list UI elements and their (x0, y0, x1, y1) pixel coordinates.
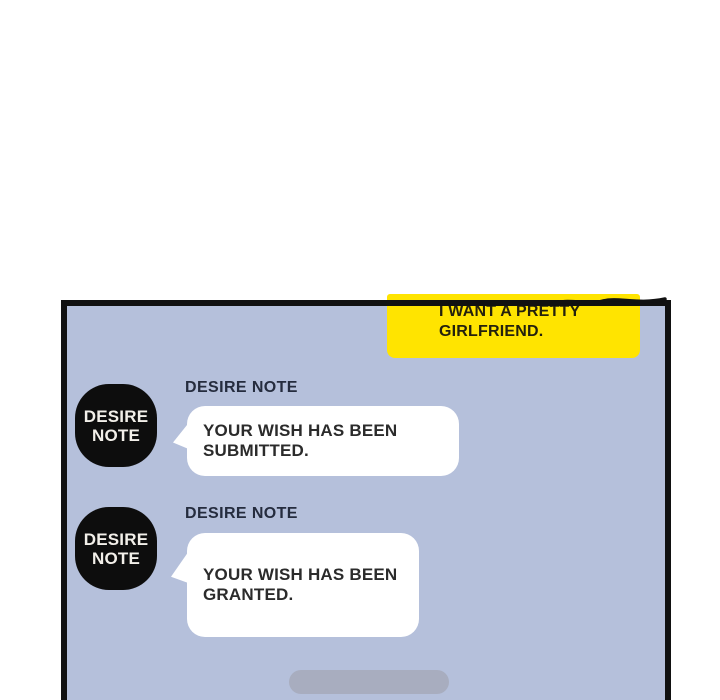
incoming-message-text-line: YOUR WISH HAS BEEN (203, 565, 398, 584)
home-indicator-bar[interactable] (289, 670, 449, 694)
desire-note-avatar[interactable] (75, 384, 157, 467)
sender-name-label: DESIRE NOTE (185, 505, 298, 522)
avatar-text-line: NOTE (91, 425, 141, 445)
avatar-text-line: NOTE (91, 548, 141, 568)
chat-panel-background (61, 300, 671, 700)
incoming-message-text-line: YOUR WISH HAS BEEN (203, 421, 398, 440)
sender-name-label: DESIRE NOTE (185, 379, 298, 396)
incoming-message-bubble (187, 406, 459, 476)
outgoing-message-text-line: I WANT A PRETTY (439, 303, 581, 320)
chat-panel (61, 300, 671, 700)
desire-note-avatar[interactable] (75, 507, 157, 590)
incoming-message-text-line: GRANTED. (203, 585, 294, 604)
outgoing-message-text-line: GIRLFRIEND. (439, 323, 544, 340)
incoming-message-bubble (187, 533, 419, 637)
incoming-message-text-line: SUBMITTED. (203, 441, 309, 460)
outgoing-message-bubble (387, 294, 640, 358)
avatar-text-line: DESIRE (83, 529, 149, 549)
avatar-text-line: DESIRE (83, 406, 149, 426)
